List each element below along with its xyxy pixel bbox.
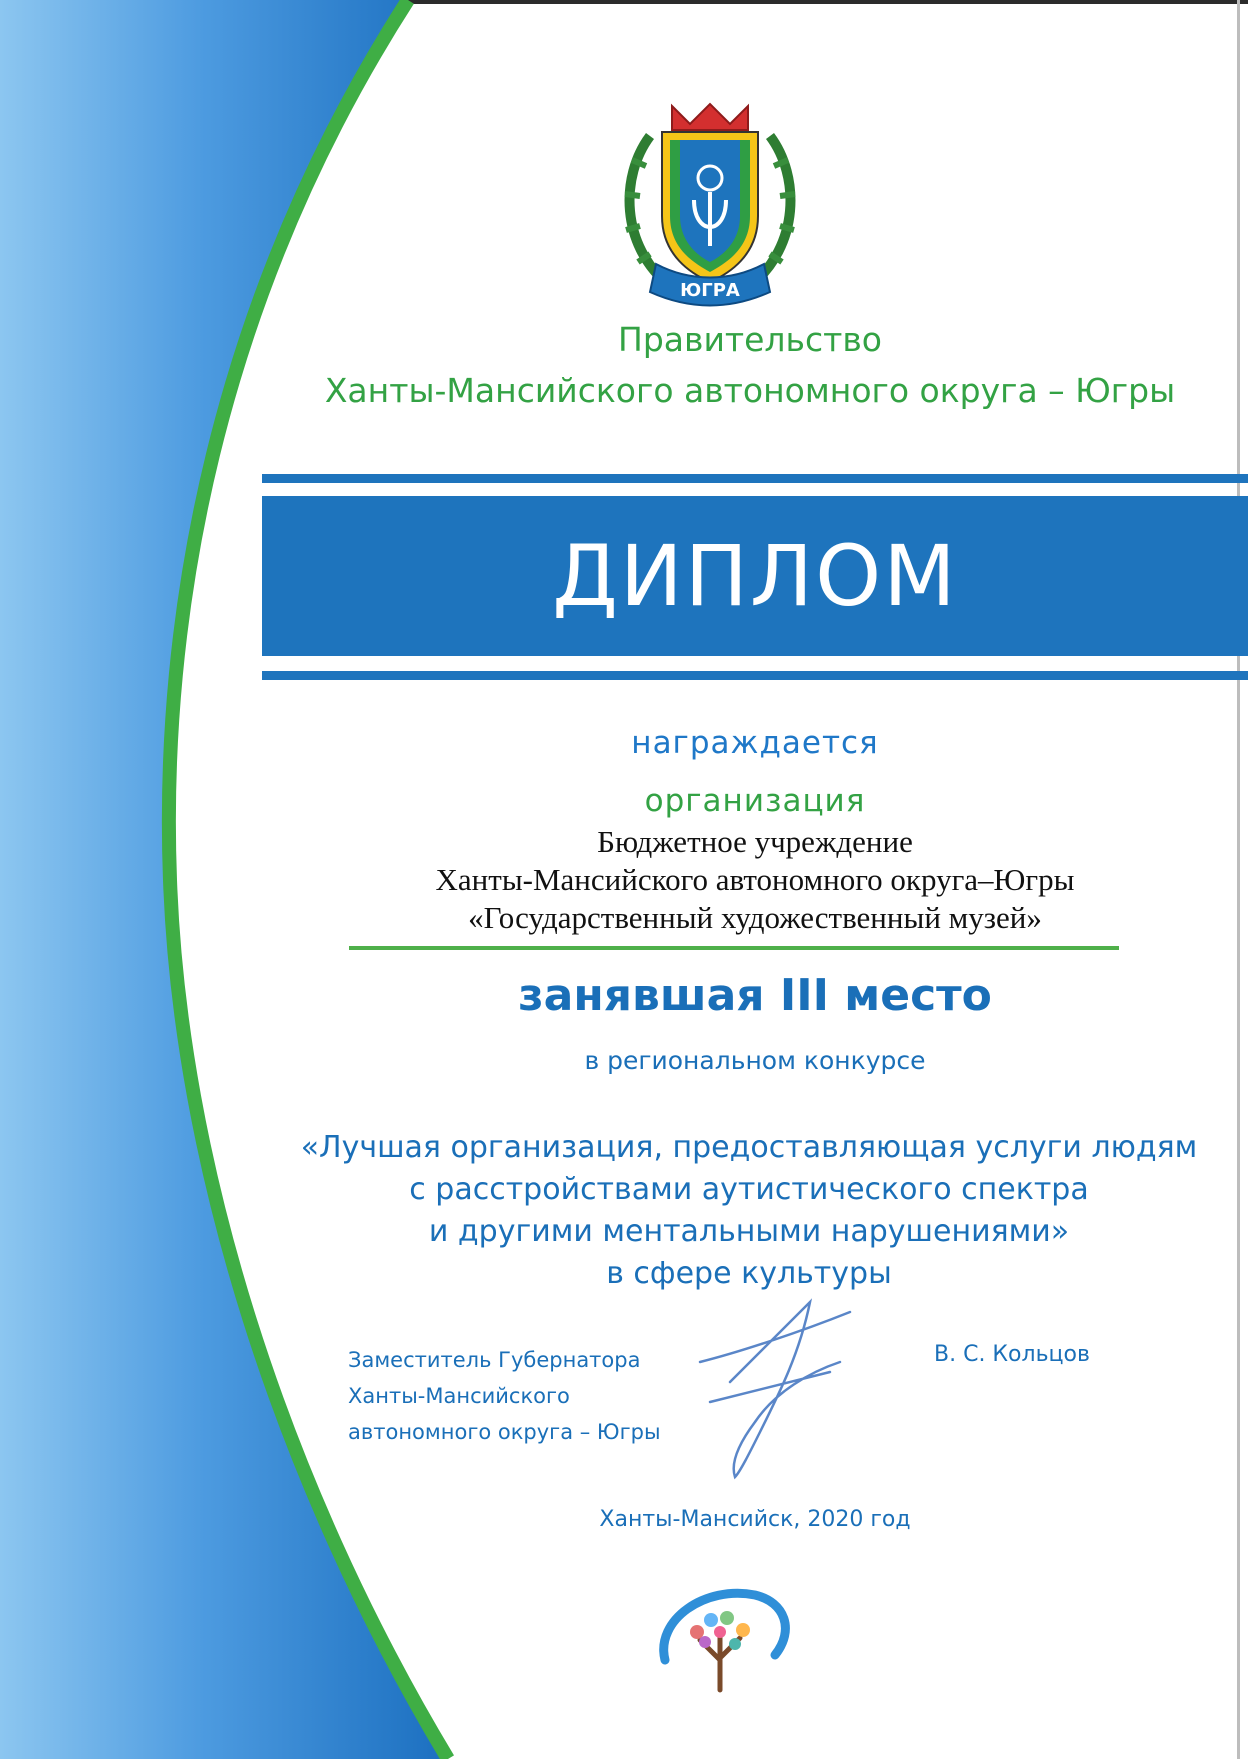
place-heading: занявшая III место [518, 970, 992, 1021]
org-name-line-1: Бюджетное учреждение [597, 824, 913, 859]
nomination-line-4: в сфере культуры [606, 1256, 892, 1291]
green-divider [349, 946, 1119, 950]
org-name-line-2: Ханты-Мансийского автономного округа–Югры [435, 862, 1075, 897]
awarded-label: награждается [631, 725, 879, 761]
coat-of-arms-icon [610, 96, 810, 316]
ribbon-text: ЮГРА [680, 280, 740, 301]
diploma-title: ДИПЛОМ [552, 527, 958, 625]
blue-band-top-line [262, 474, 1248, 483]
org-name-line-3: «Государственный художественный музей» [468, 900, 1042, 935]
signer-title-line-3: автономного округа – Югры [348, 1420, 661, 1444]
signer-title-line-1: Заместитель Губернатора [348, 1348, 641, 1372]
contest-intro: в региональном конкурсе [584, 1046, 926, 1075]
nomination-line-2: с расстройствами аутистического спектра [409, 1172, 1089, 1207]
signer-title-line-2: Ханты-Мансийского [348, 1384, 570, 1408]
place-and-date: Ханты-Мансийск, 2020 год [599, 1507, 911, 1532]
signature-image [680, 1292, 870, 1482]
government-title-line2: Ханты-Мансийского автономного округа – Югры [324, 371, 1176, 410]
tree-logo-icon [645, 1580, 795, 1700]
blue-band-bottom-line [262, 671, 1248, 680]
nomination-line-1: «Лучшая организация, предоставляющая услуги людям [300, 1130, 1198, 1165]
signer-name: В. С. Кольцов [934, 1342, 1090, 1367]
organization-label: организация [644, 783, 866, 819]
nomination-line-3: и другими ментальными нарушениями» [428, 1214, 1070, 1249]
government-title-line1: Правительство [618, 320, 882, 359]
